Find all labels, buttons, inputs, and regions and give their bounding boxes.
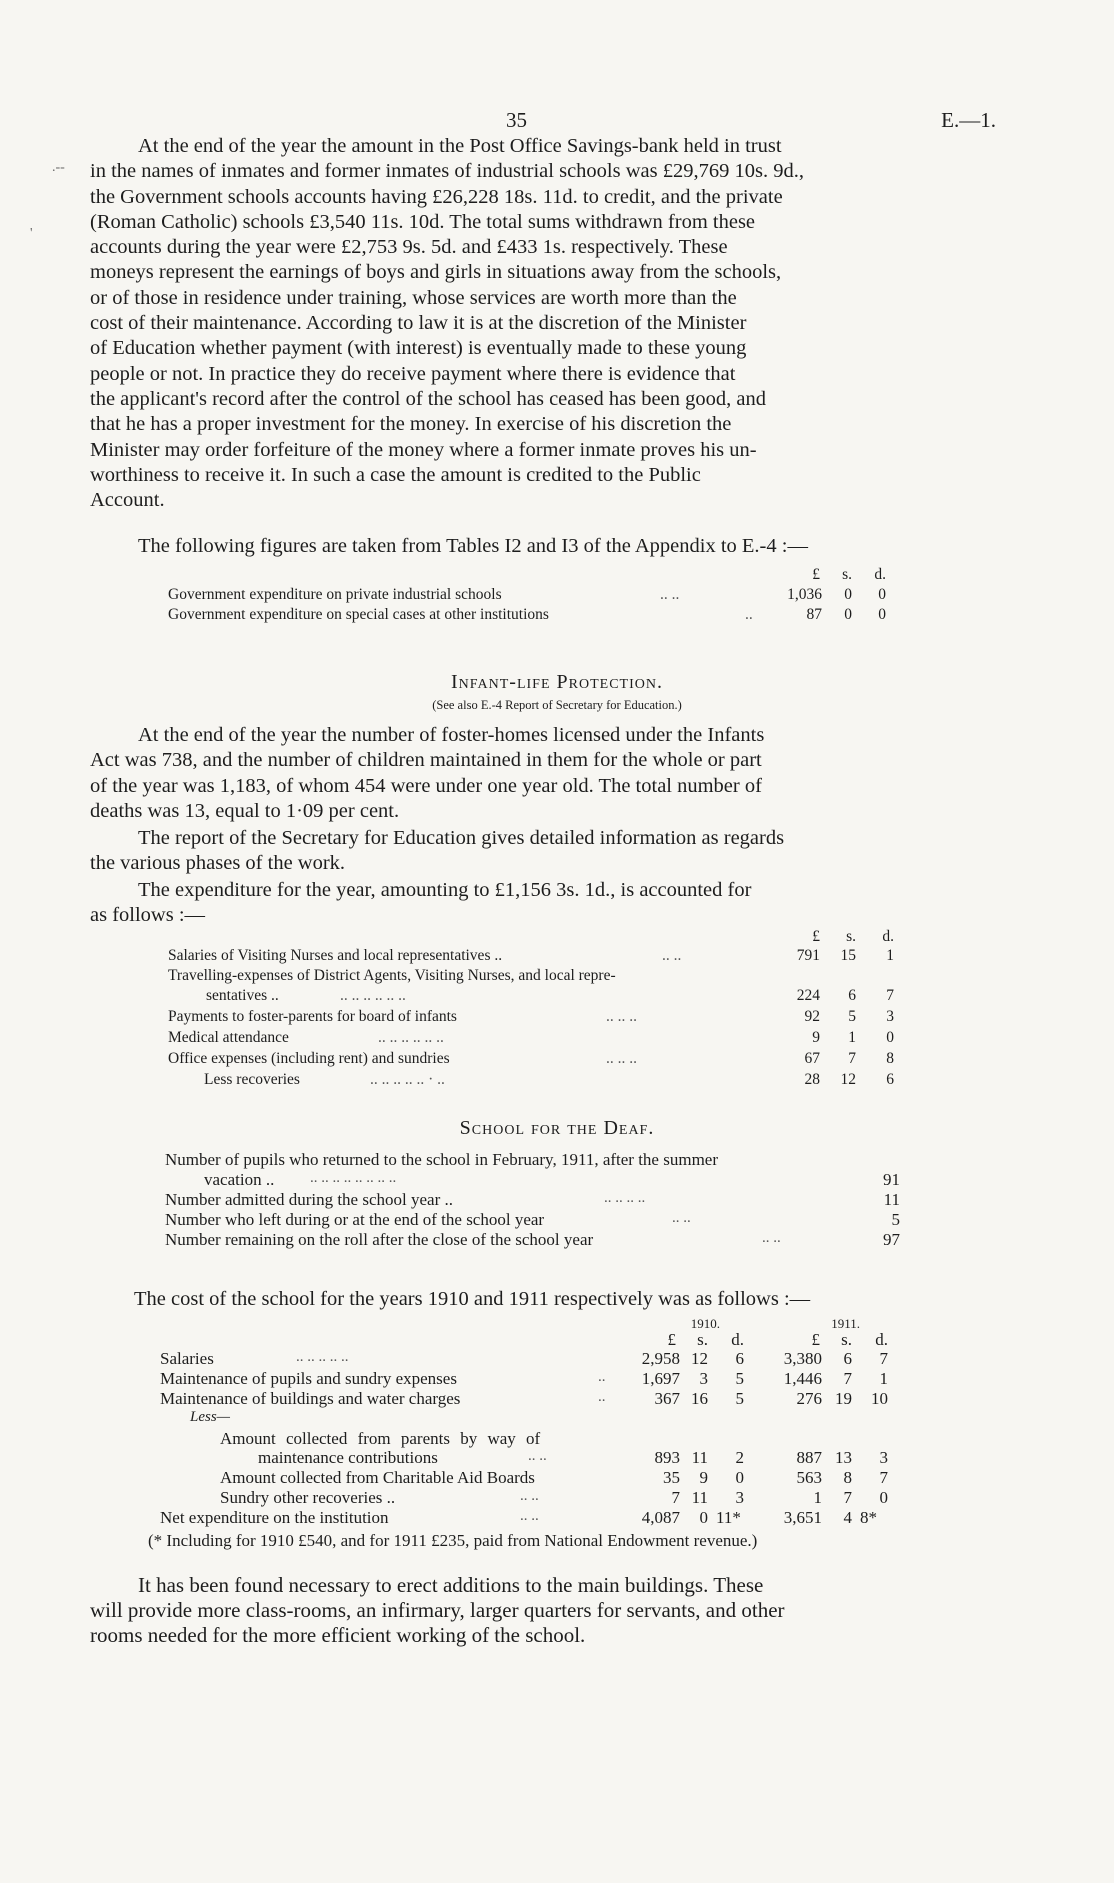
pound-header: £ bbox=[812, 928, 820, 945]
pence-value: 8 bbox=[886, 1050, 894, 1067]
paragraph-line: or of those in residence under training, whose services are worth more than the bbox=[90, 286, 737, 309]
pounds-value: 28 bbox=[804, 1071, 820, 1088]
paragraph-line: people or not. In practice they do receive payment where there is evidence that bbox=[90, 362, 736, 385]
paragraph-line: Account. bbox=[90, 489, 165, 512]
shillings-value: 0 bbox=[844, 606, 852, 623]
table-row-label: sentatives .. bbox=[206, 987, 279, 1004]
paragraph-line: of Education whether payment (with interest) is eventually made to these young bbox=[90, 337, 747, 360]
leader-dots: .. .. bbox=[520, 1488, 539, 1504]
table-row-label: Less recoveries bbox=[204, 1071, 300, 1088]
table-row-label: Maintenance of buildings and water charges bbox=[160, 1389, 461, 1408]
table-row-label: Number of pupils who returned to the school in February, 1911, after the summer bbox=[165, 1150, 718, 1169]
leader-dots: .. .. bbox=[672, 1210, 691, 1226]
savings-bank-paragraph bbox=[90, 134, 964, 513]
value-1911-pence: 8* bbox=[860, 1508, 877, 1527]
value-1910-pounds: 7 bbox=[671, 1488, 680, 1507]
pound-header: £ bbox=[811, 1330, 820, 1349]
leader-dots: .. .. .. bbox=[606, 1008, 637, 1025]
table-row-label: Number remaining on the roll after the close of the school year bbox=[165, 1230, 594, 1249]
leader-dots: .. bbox=[598, 1369, 606, 1385]
paragraph-line: as follows :— bbox=[90, 904, 206, 927]
leader-dots: .. .. .. .. .. .. bbox=[378, 1029, 444, 1046]
value-1911-pounds: 563 bbox=[796, 1468, 822, 1487]
value-1910-shillings: 9 bbox=[699, 1468, 708, 1487]
shillings-value: 5 bbox=[848, 1008, 856, 1025]
value-1911-pence: 0 bbox=[879, 1488, 888, 1507]
pence-value: 6 bbox=[886, 1071, 894, 1088]
paragraph-line: cost of their maintenance. According to law it is at the discretion of the Minister bbox=[90, 312, 747, 335]
paragraph-line: the various phases of the work. bbox=[90, 852, 346, 875]
table-row-label: Payments to foster-parents for board of infants bbox=[168, 1008, 457, 1025]
paragraph-line: moneys represent the earnings of boys and girls in situations away from the schools, bbox=[90, 261, 782, 284]
value-1910-pounds: 2,958 bbox=[641, 1349, 680, 1368]
value-1911-pounds: 1,446 bbox=[783, 1369, 822, 1388]
value-1910-pence: 5 bbox=[735, 1389, 744, 1408]
document-reference: E.—1. bbox=[941, 108, 996, 132]
value-1911-pence: 1 bbox=[879, 1369, 888, 1388]
pence-header: d. bbox=[875, 1330, 888, 1349]
pence-value: 0 bbox=[878, 586, 886, 603]
table-row-label: Office expenses (including rent) and sundries bbox=[168, 1050, 450, 1067]
footnote: (* Including for 1910 £540, and for 1911 £235, paid from National Endowment revenue.) bbox=[148, 1531, 758, 1550]
paragraph-line: of the year was 1,183, of whom 454 were under one year old. The total number of bbox=[90, 774, 762, 797]
pence-value: 0 bbox=[886, 1029, 894, 1046]
paragraph-line: At the end of the year the number of foster-homes licensed under the Infants bbox=[138, 724, 765, 746]
expenditure-table bbox=[0, 566, 1114, 626]
leader-dots: .. .. .. .. bbox=[604, 1190, 646, 1206]
page-number: 35 bbox=[506, 108, 527, 132]
shilling-header: s. bbox=[697, 1330, 708, 1349]
pounds-value: 791 bbox=[796, 947, 820, 964]
value-1910-shillings: 11 bbox=[691, 1448, 708, 1467]
value-1910-pounds: 35 bbox=[663, 1468, 680, 1487]
table-row-label: Government expenditure on private industrial schools bbox=[168, 586, 502, 603]
paragraph-line: Act was 738, and the number of children maintained in them for the whole or part bbox=[90, 749, 762, 772]
pence-value: 3 bbox=[886, 1008, 894, 1025]
pounds-value: 87 bbox=[806, 606, 822, 623]
pounds-value: 224 bbox=[796, 987, 820, 1004]
value-1910-pence: 6 bbox=[735, 1349, 744, 1368]
table-row-label: Salaries bbox=[160, 1349, 214, 1368]
closing-paragraph bbox=[90, 1573, 964, 1648]
shillings-value: 12 bbox=[840, 1071, 856, 1088]
pence-header: d. bbox=[731, 1330, 744, 1349]
leader-dots: .. bbox=[745, 606, 753, 623]
pound-header: £ bbox=[667, 1330, 676, 1349]
value-1910-shillings: 16 bbox=[691, 1389, 708, 1408]
value-1911-pounds: 3,380 bbox=[783, 1349, 822, 1368]
pence-header: d. bbox=[874, 566, 886, 583]
paragraph-line: accounts during the year were £2,753 9s. 5d. and £433 1s. respectively. These bbox=[90, 236, 728, 259]
table-row-label: Sundry other recoveries .. bbox=[220, 1488, 396, 1507]
paragraph-line: The expenditure for the year, amounting to £1,156 3s. 1d., is accounted for bbox=[138, 879, 752, 901]
pence-value: 7 bbox=[886, 987, 894, 1004]
pounds-value: 9 bbox=[812, 1029, 820, 1046]
paragraph-line: deaths was 13, equal to 1·09 per cent. bbox=[90, 799, 400, 822]
pounds-value: 1,036 bbox=[787, 586, 822, 603]
value-1911-shillings: 19 bbox=[835, 1389, 852, 1408]
less-label: Less— bbox=[190, 1409, 231, 1425]
leader-dots: .. .. bbox=[662, 947, 682, 964]
school-cost-table bbox=[0, 1316, 1114, 1556]
shilling-header: s. bbox=[846, 928, 856, 945]
table-row-label: Travelling-expenses of District Agents, Visiting Nurses, and local repre- bbox=[168, 967, 616, 984]
expenditure-paragraph bbox=[90, 878, 964, 929]
value-1911-shillings: 13 bbox=[835, 1448, 852, 1467]
table-row-label: Amount collected from parents by way of bbox=[220, 1429, 541, 1448]
value-1910-pounds: 367 bbox=[654, 1389, 680, 1408]
value-1910-pounds: 893 bbox=[654, 1448, 680, 1467]
pence-value: 1 bbox=[886, 947, 894, 964]
value-1911-shillings: 4 bbox=[843, 1508, 852, 1527]
year-1910-header: 1910. bbox=[690, 1316, 720, 1331]
pounds-value: 67 bbox=[804, 1050, 820, 1067]
value-1910-shillings: 12 bbox=[691, 1349, 708, 1368]
paragraph-line: Minister may order forfeiture of the money where a former inmate proves his un- bbox=[90, 438, 757, 461]
school-for-deaf-heading: School for the Deaf. bbox=[459, 1117, 655, 1139]
value-1910-shillings: 3 bbox=[699, 1369, 708, 1388]
value-1911-pounds: 3,651 bbox=[783, 1508, 822, 1527]
year-1911-header: 1911. bbox=[831, 1316, 860, 1331]
table-row-label: Maintenance of pupils and sundry expenses bbox=[160, 1369, 457, 1388]
value-1911-pence: 7 bbox=[879, 1468, 888, 1487]
pupils-value: 11 bbox=[883, 1190, 900, 1209]
value-1911-pence: 3 bbox=[879, 1448, 888, 1467]
report-paragraph bbox=[90, 826, 964, 877]
leader-dots: .. .. .. .. .. bbox=[296, 1349, 349, 1365]
value-1911-shillings: 8 bbox=[843, 1468, 852, 1487]
value-1910-shillings: 11 bbox=[691, 1488, 708, 1507]
value-1910-pence: 5 bbox=[735, 1369, 744, 1388]
paragraph-line: that he has a proper investment for the money. In exercise of his discretion the bbox=[90, 413, 732, 436]
pupils-value: 91 bbox=[883, 1170, 900, 1189]
leader-dots: .. .. bbox=[520, 1508, 539, 1524]
value-1911-pence: 7 bbox=[879, 1349, 888, 1368]
value-1910-pence: 11* bbox=[716, 1508, 741, 1527]
value-1910-pence: 2 bbox=[735, 1448, 744, 1467]
paragraph-line: in the names of inmates and former inmates of industrial schools was £29,769 10s. 9d., bbox=[90, 160, 804, 183]
value-1910-pence: 3 bbox=[735, 1488, 744, 1507]
value-1910-pence: 0 bbox=[735, 1468, 744, 1487]
value-1910-pounds: 4,087 bbox=[641, 1508, 680, 1527]
shillings-value: 7 bbox=[848, 1050, 856, 1067]
leader-dots: .. .. bbox=[762, 1230, 781, 1246]
leader-dots: .. .. .. .. .. .. .. .. bbox=[310, 1170, 397, 1186]
pence-value: 0 bbox=[878, 606, 886, 623]
shillings-value: 0 bbox=[844, 586, 852, 603]
value-1911-shillings: 6 bbox=[843, 1349, 852, 1368]
shilling-header: s. bbox=[842, 566, 852, 583]
paragraph-line: At the end of the year the amount in the Post Office Savings-bank held in trust bbox=[138, 135, 782, 157]
value-1910-pounds: 1,697 bbox=[641, 1369, 680, 1388]
paragraph-line: The report of the Secretary for Education gives detailed information as regards bbox=[138, 827, 785, 849]
value-1911-pence: 10 bbox=[871, 1389, 888, 1408]
pound-header: £ bbox=[812, 566, 820, 583]
pupils-value: 97 bbox=[883, 1230, 900, 1249]
value-1910-shillings: 0 bbox=[699, 1508, 708, 1527]
table-row-label: Government expenditure on special cases at other institutions bbox=[168, 606, 549, 623]
value-1911-pounds: 887 bbox=[796, 1448, 822, 1467]
shilling-header: s. bbox=[841, 1330, 852, 1349]
infant-life-subheading: (See also E.-4 Report of Secretary for Education.) bbox=[432, 698, 682, 712]
shillings-value: 1 bbox=[848, 1029, 856, 1046]
paragraph-line: the applicant's record after the control of the school has ceased has been good, and bbox=[90, 387, 766, 410]
infant-expenditure-table bbox=[0, 928, 1114, 1088]
pounds-value: 92 bbox=[804, 1008, 820, 1025]
value-1911-pounds: 276 bbox=[796, 1389, 822, 1408]
cost-intro: The cost of the school for the years 1910 and 1911 respectively was as follows :— bbox=[134, 1288, 811, 1310]
pupils-value: 5 bbox=[891, 1210, 900, 1229]
leader-dots: .. bbox=[598, 1389, 606, 1405]
leader-dots: .. .. bbox=[660, 586, 680, 603]
paragraph-line: (Roman Catholic) schools £3,540 11s. 10d. The total sums withdrawn from these bbox=[90, 210, 756, 233]
table-row-label: Number who left during or at the end of the school year bbox=[165, 1210, 545, 1229]
value-1911-shillings: 7 bbox=[843, 1369, 852, 1388]
paragraph-line: It has been found necessary to erect additions to the main buildings. These bbox=[138, 1573, 764, 1597]
appendix-intro: The following figures are taken from Tables I2 and I3 of the Appendix to E.-4 :— bbox=[138, 535, 808, 557]
paragraph-line: worthiness to receive it. In such a case the amount is credited to the Public bbox=[90, 463, 701, 486]
paragraph-line: the Government schools accounts having £26,228 18s. 11d. to credit, and the private bbox=[90, 185, 783, 208]
table-row-label: Amount collected from Charitable Aid Boards bbox=[220, 1468, 535, 1487]
shillings-value: 15 bbox=[840, 947, 856, 964]
shillings-value: 6 bbox=[848, 987, 856, 1004]
leader-dots: .. .. .. .. .. · .. bbox=[370, 1071, 445, 1088]
table-row-label: Number admitted during the school year .. bbox=[165, 1190, 453, 1209]
infant-life-heading: Infant-life Protection. bbox=[451, 671, 663, 693]
pence-header: d. bbox=[882, 928, 894, 945]
pupils-table bbox=[0, 1150, 1114, 1260]
value-1911-shillings: 7 bbox=[843, 1488, 852, 1507]
leader-dots: .. .. bbox=[528, 1448, 547, 1464]
table-row-label: vacation .. bbox=[204, 1170, 275, 1189]
table-row-label: maintenance contributions bbox=[258, 1448, 438, 1467]
table-row-label: Salaries of Visiting Nurses and local representatives .. bbox=[168, 947, 503, 964]
paragraph-line: rooms needed for the more efficient working of the school. bbox=[90, 1623, 586, 1647]
margin-mark: ' bbox=[30, 226, 33, 241]
leader-dots: .. .. .. .. .. .. bbox=[340, 987, 406, 1004]
value-1911-pounds: 1 bbox=[813, 1488, 822, 1507]
margin-mark: .-‐ bbox=[52, 160, 65, 175]
table-row-label: Net expenditure on the institution bbox=[160, 1508, 389, 1527]
paragraph-line: will provide more class-rooms, an infirmary, larger quarters for servants, and other bbox=[90, 1598, 785, 1622]
foster-homes-paragraph bbox=[90, 723, 964, 824]
table-row-label: Medical attendance bbox=[168, 1029, 289, 1046]
leader-dots: .. .. .. bbox=[606, 1050, 637, 1067]
